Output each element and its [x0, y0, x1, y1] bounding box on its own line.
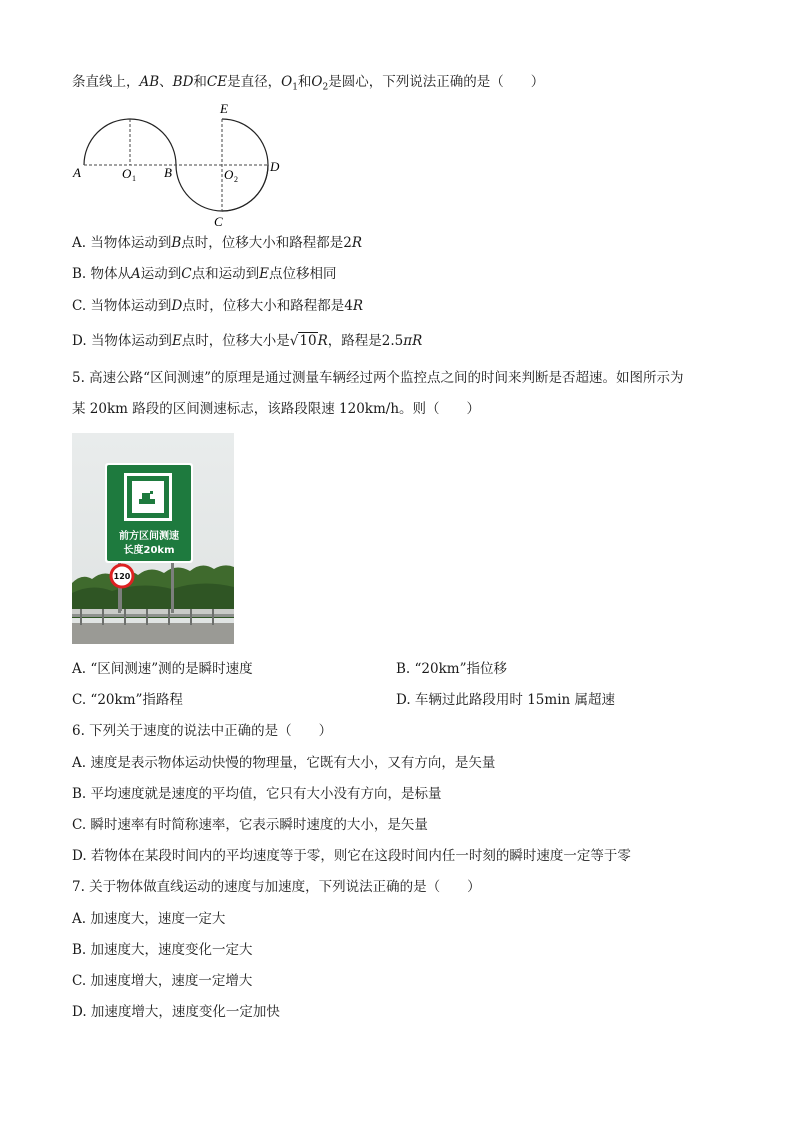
q5-option-a: A. “区间测速”测的是瞬时速度 [72, 661, 253, 677]
label-d: D [270, 159, 280, 174]
sqrt-expression: √10 [289, 333, 317, 349]
speed-limit-value: 120 [113, 572, 131, 581]
q5-stem-line1: 5. 高速公路“区间测速”的原理是通过测量车辆经过两个监控点之间的时间来判断是否超速。如图所示为 [72, 370, 684, 386]
q7-option-c: C. 加速度增大，速度一定增大 [72, 973, 253, 989]
label-o1-sub: 1 [132, 174, 136, 183]
q4-option-d: D. 当物体运动到E点时，位移大小是√10R，路程是2.5πR [72, 333, 423, 349]
sign-text-line1: 前方区间测速 [119, 531, 179, 542]
q6-stem: 6. 下列关于速度的说法中正确的是（ ） [72, 723, 333, 739]
label-o2-sub: 2 [234, 175, 238, 184]
q5-option-c: C. “20km”指路程 [72, 692, 183, 708]
q6-option-d: D. 若物体在某段时间内的平均速度等于零，则它在这段时间内任一时刻的瞬时速度一定等于零 [72, 848, 631, 864]
q4-option-c: C. 当物体运动到D点时，位移大小和路程都是4R [72, 298, 364, 314]
label-c: C [214, 214, 223, 229]
label-e: E [220, 101, 228, 116]
q7-option-a: A. 加速度大，速度一定大 [72, 911, 226, 927]
q7-stem: 7. 关于物体做直线运动的速度与加速度，下列说法正确的是（ ） [72, 879, 481, 895]
speed-sign-photo [72, 433, 234, 644]
q5-option-d: D. 车辆过此路段用时 15min 属超速 [396, 692, 615, 708]
label-o2: O [224, 167, 234, 182]
label-a: A [73, 165, 81, 180]
q6-option-c: C. 瞬时速率有时简称速率，它表示瞬时速度的大小，是矢量 [72, 817, 428, 833]
q4-stem: 条直线上，AB、BD和CE是直径，$O_1$和$O_2$是圆心，下列说法正确的是（ ） [72, 74, 545, 93]
q6-option-b: B. 平均速度就是速度的平均值，它只有大小没有方向，是标量 [72, 786, 442, 802]
label-o1: O [122, 166, 132, 181]
q5-stem-line2: 某 20km 路段的区间测速标志，该路段限速 120km/h。则（ ） [72, 401, 481, 417]
q4-option-b: B. 物体从A运动到C点和运动到E点位移相同 [72, 266, 337, 282]
semicircle-path-diagram [68, 98, 298, 230]
q6-option-a: A. 速度是表示物体运动快慢的物理量，它既有大小，又有方向，是矢量 [72, 755, 496, 771]
q7-option-b: B. 加速度大，速度变化一定大 [72, 942, 253, 958]
q4-option-a: A. 当物体运动到B点时，位移大小和路程都是2R [72, 235, 363, 251]
label-b: B [164, 165, 172, 180]
sign-text-line2: 长度20km [123, 545, 175, 556]
q5-option-b: B. “20km”指位移 [396, 661, 507, 677]
q7-option-d: D. 加速度增大，速度变化一定加快 [72, 1004, 280, 1020]
